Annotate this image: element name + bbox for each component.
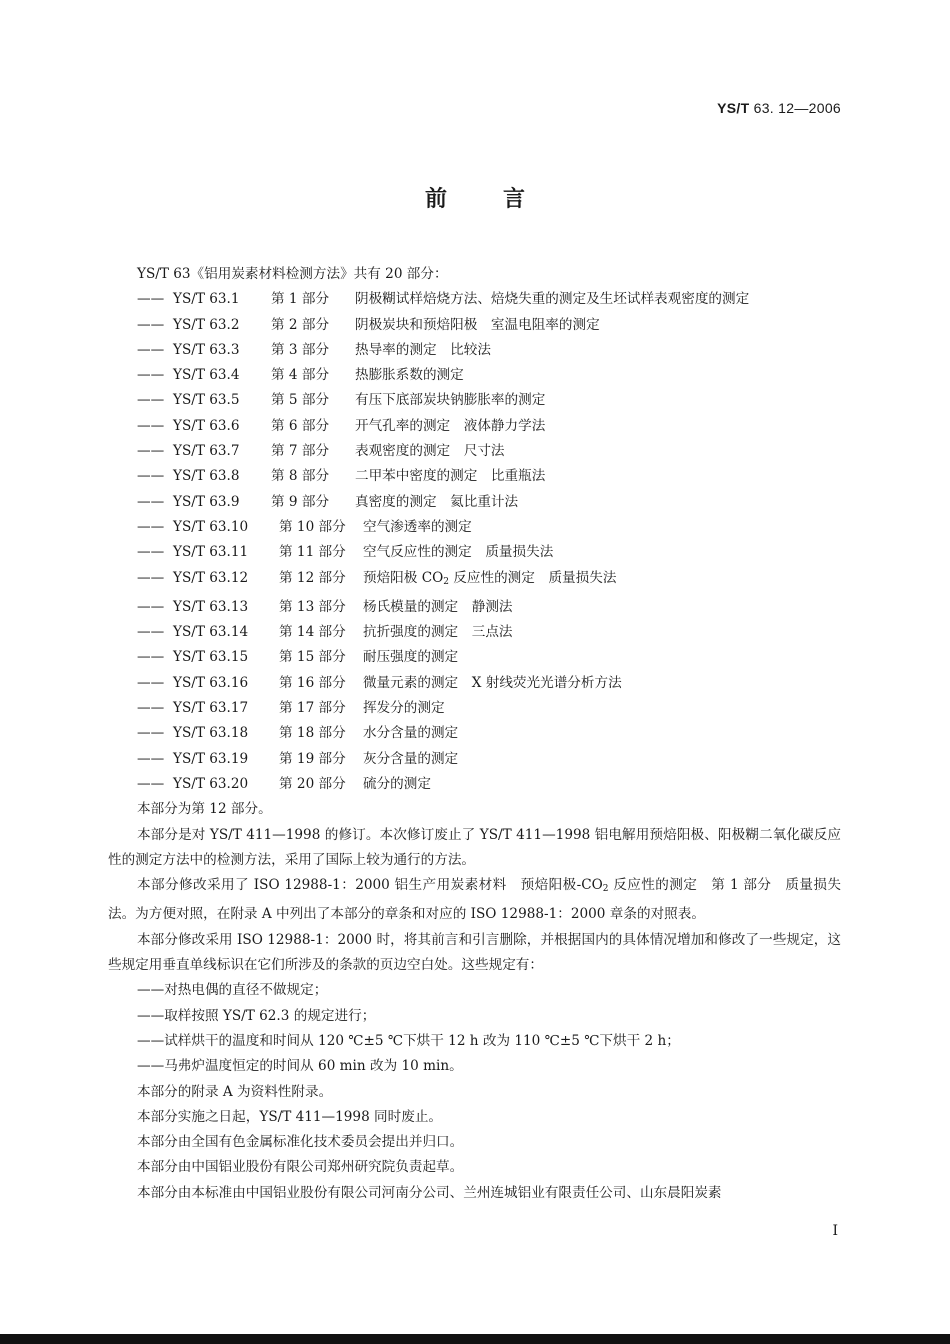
bottom-border	[0, 1334, 950, 1344]
part-code: YS/T 63.16	[173, 674, 249, 691]
part-name: 热导率的测定 比较法	[355, 341, 491, 358]
annex-paragraph: 本部分的附录 A 为资料性附录。	[137, 1083, 333, 1100]
part-name-pre: 预焙阳极 CO	[363, 569, 444, 586]
list-dash: ——	[137, 367, 165, 384]
list-dash: ——	[137, 775, 165, 792]
list-item	[108, 287, 841, 312]
part-name: 硫分的测定	[363, 775, 431, 792]
list-item	[108, 747, 841, 772]
part-number: 第 5 部分	[271, 392, 330, 409]
part-name: 阴极炭块和预焙阳极 室温电阻率的测定	[355, 316, 600, 333]
part-code: YS/T 63.13	[173, 598, 249, 615]
part-code: YS/T 63.15	[173, 649, 249, 666]
revision-paragraph: 本部分是对 YS/T 411—1998 的修订。本次修订废止了 YS/T 411—1998 铝电解用预焙阳极、阳极糊二氧化碳反应性的测定方法中的检测方法，采用了国际上较为通行的方法。	[108, 826, 841, 868]
list-item	[108, 671, 841, 696]
subscript-2: 2	[602, 884, 609, 895]
part-name: 有压下底部炭块钠膨胀率的测定	[355, 392, 546, 409]
list-dash: ——	[137, 417, 165, 434]
list-dash: ——	[137, 443, 165, 460]
part-number: 第 15 部分	[279, 649, 346, 666]
part-name: 微量元素的测定 X 射线荧光光谱分析方法	[363, 674, 622, 691]
part-number: 第 6 部分	[271, 417, 330, 434]
list-dash: ——	[137, 624, 165, 641]
part-code: YS/T 63.4	[173, 367, 240, 384]
part-number: 第 9 部分	[271, 493, 330, 510]
list-dash: ——	[137, 750, 165, 767]
part-name: 抗折强度的测定 三点法	[363, 624, 513, 641]
subscript-2: 2	[443, 576, 449, 587]
list-item	[108, 313, 841, 338]
list-item	[108, 566, 841, 595]
part-name: 开气孔率的测定 液体静力学法	[355, 417, 546, 434]
part-number: 第 19 部分	[279, 750, 346, 767]
part-code: YS/T 63.9	[173, 493, 240, 510]
list-item	[108, 540, 841, 565]
part-code: YS/T 63.1	[173, 291, 240, 308]
list-dash: ——	[137, 493, 165, 510]
part-number: 第 10 部分	[279, 518, 346, 535]
list-item: ——对热电偶的直径不做规定；	[137, 982, 328, 999]
list-item	[108, 595, 841, 620]
iso-adoption-paragraph	[108, 873, 841, 928]
part-name: 灰分含量的测定	[363, 750, 459, 767]
part-number: 第 1 部分	[271, 291, 330, 308]
part-code: YS/T 63.18	[173, 725, 249, 742]
part-number: 第 16 部分	[279, 674, 346, 691]
list-item: ——试样烘干的温度和时间从 120 ℃±5 ℃下烘干 12 h 改为 110 ℃±5 ℃下烘干 2 h；	[137, 1032, 680, 1049]
part-code: YS/T 63.6	[173, 417, 240, 434]
proposed-paragraph: 本部分由全国有色金属标准化技术委员会提出并归口。	[137, 1134, 464, 1151]
part-name-post: 反应性的测定 质量损失法	[448, 569, 617, 586]
list-item: ——取样按照 YS/T 62.3 的规定进行；	[137, 1007, 376, 1024]
part-name: 表观密度的测定 尺寸法	[355, 443, 505, 460]
part-name: 真密度的测定 氦比重计法	[355, 493, 519, 510]
list-dash: ——	[137, 468, 165, 485]
list-dash: ——	[137, 649, 165, 666]
list-dash: ——	[137, 518, 165, 535]
part-name: 热膨胀系数的测定	[355, 367, 464, 384]
part-name: 耐压强度的测定	[363, 649, 459, 666]
part-code: YS/T 63.19	[173, 750, 249, 767]
iso-text-post: 反应性的测定 第 1 部分 质量损失法。为方便对照，在附录 A 中列出了本部分的章条和对应的 ISO 12988-1：2000 章条的对照表。	[108, 877, 841, 923]
list-item	[108, 388, 841, 413]
list-dash: ——	[137, 725, 165, 742]
part-code: YS/T 63.10	[173, 518, 249, 535]
participants-paragraph: 本部分由本标准由中国铝业股份有限公司河南分公司、兰州连城铝业有限责任公司、山东晨阳炭素	[137, 1184, 722, 1201]
part-name: 空气反应性的测定 质量损失法	[363, 544, 554, 561]
part-number: 第 7 部分	[271, 443, 330, 460]
drafted-paragraph: 本部分由中国铝业股份有限公司郑州研究院负责起草。	[137, 1159, 464, 1176]
list-item	[108, 772, 841, 797]
list-item	[108, 490, 841, 515]
part-name	[363, 570, 616, 586]
part-number: 第 4 部分	[271, 367, 330, 384]
list-item	[108, 363, 841, 388]
part-number: 第 13 部分	[279, 598, 346, 615]
foreword-body	[108, 262, 841, 1206]
list-item	[108, 464, 841, 489]
list-dash: ——	[137, 392, 165, 409]
part-code: YS/T 63.3	[173, 341, 240, 358]
page-title: 前言	[424, 187, 581, 212]
list-dash: ——	[137, 598, 165, 615]
part-number: 第 8 部分	[271, 468, 330, 485]
parts-list	[108, 287, 841, 797]
changes-list	[108, 978, 841, 1079]
list-item	[108, 338, 841, 363]
part-number: 第 2 部分	[271, 316, 330, 333]
part-name: 二甲苯中密度的测定 比重瓶法	[355, 468, 546, 485]
list-item: ——马弗炉温度恒定的时间从 60 min 改为 10 min。	[137, 1058, 463, 1075]
part-name: 空气渗透率的测定	[363, 518, 472, 535]
part-code: YS/T 63.7	[173, 443, 240, 460]
part-name: 挥发分的测定	[363, 700, 445, 717]
list-item	[108, 439, 841, 464]
list-dash: ——	[137, 316, 165, 333]
list-dash: ——	[137, 544, 165, 561]
modification-paragraph: 本部分修改采用 ISO 12988-1：2000 时，将其前言和引言删除，并根据国内的具体情况增加和修改了一些规定，这些规定用垂直单线标识在它们所涉及的条款的页边空白处。这些规定有：	[108, 931, 841, 974]
part-name: 水分含量的测定	[363, 725, 459, 742]
part-code: YS/T 63.5	[173, 392, 240, 409]
effective-paragraph: 本部分实施之日起，YS/T 411—1998 同时废止。	[137, 1108, 443, 1125]
list-dash: ——	[137, 674, 165, 691]
list-item	[108, 721, 841, 746]
part-number: 第 11 部分	[279, 544, 346, 561]
iso-text-pre: 本部分修改采用了 ISO 12988-1：2000 铝生产用炭素材料 预焙阳极-CO	[137, 877, 603, 894]
document-code-prefix: YS/T	[717, 100, 750, 116]
part-code: YS/T 63.14	[173, 624, 249, 641]
list-dash: ——	[137, 569, 165, 586]
list-item	[108, 645, 841, 670]
part-code: YS/T 63.8	[173, 468, 240, 485]
part-code: YS/T 63.12	[173, 569, 249, 586]
part-number: 第 3 部分	[271, 341, 330, 358]
part-number: 第 12 部分	[279, 569, 346, 586]
part-name: 阴极糊试样焙烧方法、焙烧失重的测定及生坯试样表观密度的测定	[355, 291, 750, 308]
list-item	[108, 515, 841, 540]
part-code: YS/T 63.2	[173, 316, 240, 333]
list-item	[108, 620, 841, 645]
part-code: YS/T 63.17	[173, 700, 249, 717]
part-statement: 本部分为第 12 部分。	[137, 801, 272, 818]
page-number: I	[832, 1223, 838, 1239]
part-number: 第 17 部分	[279, 700, 346, 717]
list-dash: ——	[137, 700, 165, 717]
part-code: YS/T 63.11	[173, 544, 249, 561]
part-number: 第 20 部分	[279, 775, 346, 792]
part-number: 第 18 部分	[279, 725, 346, 742]
list-dash: ——	[137, 341, 165, 358]
list-item	[108, 414, 841, 439]
part-number: 第 14 部分	[279, 624, 346, 641]
part-code: YS/T 63.20	[173, 775, 249, 792]
list-item	[108, 696, 841, 721]
list-dash: ——	[137, 291, 165, 308]
document-code-number: 63. 12—2006	[749, 100, 841, 116]
part-name: 杨氏模量的测定 静测法	[363, 598, 513, 615]
intro-paragraph: YS/T 63《铝用炭素材料检测方法》共有 20 部分：	[137, 266, 448, 282]
document-code-header	[717, 100, 841, 116]
